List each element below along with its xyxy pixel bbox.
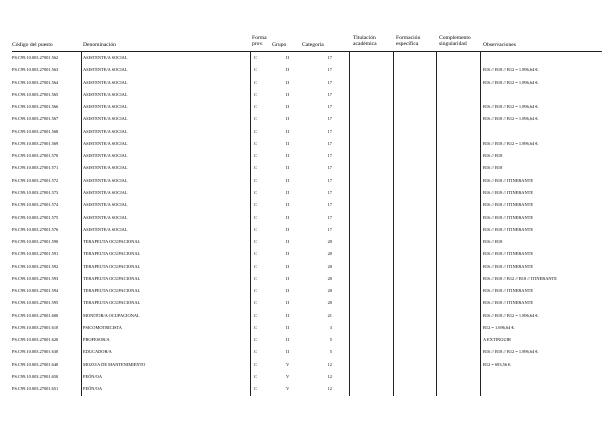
row-forma: C [254, 140, 257, 146]
row-observaciones: B16 // B18 // B12 = 1.896,64 €. [483, 349, 539, 355]
row-denominacion: EDUCADOR/A [83, 349, 112, 355]
row-observaciones: B16 // B18 // B12 = 1.896,64 €. [483, 116, 539, 122]
row-observaciones: B16 // B18 // B12 = 1.896,64 €. [483, 312, 539, 318]
row-forma: C [254, 337, 257, 343]
row-categoria: 17 [327, 226, 332, 232]
table-row [0, 383, 615, 395]
row-observaciones: B12 = 1.696,64 €. [483, 324, 515, 330]
row-codigo: PS.C99.10.003.27001.562 [12, 55, 59, 60]
row-forma: C [254, 275, 257, 281]
row-categoria: 20 [327, 239, 332, 245]
table-row [0, 273, 615, 285]
row-grupo: II [286, 153, 289, 159]
row-forma: C [254, 116, 257, 122]
row-grupo: V [286, 386, 290, 392]
row-categoria: 21 [327, 312, 332, 318]
row-denominacion: PEÓN/OA [83, 386, 103, 392]
table-row [0, 89, 615, 101]
row-forma: C [254, 67, 257, 73]
table-row [0, 199, 615, 211]
row-categoria: 20 [327, 263, 332, 269]
row-grupo: II [286, 324, 289, 330]
table-row [0, 346, 615, 358]
row-grupo: II [286, 91, 289, 97]
row-codigo: PS.C99.10.003.27001.570 [12, 153, 59, 159]
row-categoria: 17 [327, 91, 332, 97]
row-grupo: II [286, 251, 289, 257]
row-denominacion: ASISTENTE/A SOCIAL [83, 140, 128, 146]
row-forma: C [254, 386, 257, 392]
row-denominacion: ASISTENTE/A SOCIAL [83, 116, 128, 122]
row-observaciones: B16 // B18 // B12 = 1.896,64 €. [483, 79, 539, 85]
row-codigo: PS.C99.10.003.27001.595 [12, 300, 59, 306]
row-observaciones: B16 // B18 // ITINERANTE [483, 288, 534, 294]
row-observaciones: B16 // B18 // ITINERANTE [483, 202, 534, 208]
row-observaciones: B16 // B18 [483, 239, 503, 245]
table-row [0, 138, 615, 150]
table-row [0, 101, 615, 113]
header-formacion-line1: Formación [396, 35, 421, 41]
header-observaciones: Observaciones [483, 42, 516, 48]
row-denominacion: ASISTENTE/A SOCIAL [83, 104, 128, 110]
row-grupo: V [286, 361, 290, 367]
row-categoria: 20 [327, 300, 332, 306]
row-grupo: II [286, 104, 289, 110]
row-denominacion: ASISTENTE/A SOCIAL [83, 128, 128, 134]
row-denominacion: PSICOMOTRICISTA [83, 324, 122, 330]
row-grupo: II [286, 79, 289, 85]
table-row [0, 236, 615, 248]
row-categoria: 17 [327, 214, 332, 220]
row-denominacion: TERAPEUTA OCUPACIONAL [83, 263, 141, 269]
row-observaciones: B16 // B18 // ITINERANTE [483, 251, 534, 257]
table-row [0, 224, 615, 236]
header-forma-line1: Forma [252, 35, 267, 41]
row-observaciones: B16 // B18 // B12 = 1.896,64 €. [483, 67, 539, 73]
row-codigo: PS.C99.10.003.27001.650 [12, 374, 59, 380]
row-denominacion: ASISTENTE/A SOCIAL [83, 177, 128, 183]
table-row [0, 77, 615, 89]
row-codigo: PS.C99.10.003.27001.567 [12, 116, 59, 122]
row-categoria: 5 [329, 349, 332, 355]
row-grupo: II [286, 140, 289, 146]
row-codigo: PS.C99.10.003.27001.564 [12, 79, 59, 85]
row-grupo: II [286, 55, 289, 60]
row-codigo: PS.C99.10.003.27001.594 [12, 288, 59, 294]
row-codigo: PS.C99.10.003.27001.563 [12, 67, 59, 73]
row-forma: C [254, 300, 257, 306]
row-observaciones: B16 // B18 // ITINERANTE [483, 189, 534, 195]
row-codigo: PS.C99.10.003.27001.569 [12, 140, 59, 146]
row-observaciones: B16 // B18 // ITINERANTE [483, 177, 534, 183]
row-denominacion: TERAPEUTA OCUPACIONAL [83, 239, 141, 245]
row-forma: C [254, 226, 257, 232]
row-denominacion: ASISTENTE/A SOCIAL [83, 91, 128, 97]
row-denominacion: ASISTENTE/A SOCIAL [83, 55, 128, 60]
row-codigo: PS.C99.10.003.27001.591 [12, 251, 59, 257]
row-grupo: II [286, 177, 289, 183]
header-denominacion: Denominación [83, 42, 116, 48]
table-row [0, 359, 615, 371]
row-codigo: PS.C99.10.003.27001.572 [12, 177, 59, 183]
table-row [0, 310, 615, 322]
row-codigo: PS.C99.10.003.27001.640 [12, 361, 59, 367]
row-forma: C [254, 251, 257, 257]
table-row [0, 162, 615, 174]
row-codigo: PS.C99.10.003.27001.590 [12, 239, 59, 245]
row-denominacion: ASISTENTE/A SOCIAL [83, 153, 128, 159]
row-grupo: II [286, 226, 289, 232]
row-categoria: 17 [327, 104, 332, 110]
row-grupo: II [286, 349, 289, 355]
row-forma: C [254, 104, 257, 110]
header-forma [252, 35, 267, 48]
row-codigo: PS.C99.10.003.27001.651 [12, 386, 59, 392]
row-categoria: 17 [327, 128, 332, 134]
row-denominacion: PROFESOR/A [83, 337, 110, 343]
header-formacion [396, 35, 420, 48]
row-categoria: 17 [327, 116, 332, 122]
row-grupo: II [286, 214, 289, 220]
row-categoria: 3 [329, 324, 332, 330]
table-row [0, 52, 615, 64]
row-grupo: II [286, 312, 289, 318]
row-categoria: 17 [327, 140, 332, 146]
row-grupo: II [286, 202, 289, 208]
row-grupo: V [286, 374, 290, 380]
row-denominacion: TERAPEUTA OCUPACIONAL [83, 300, 141, 306]
row-codigo: PS.C99.10.003.27001.610 [12, 324, 59, 330]
row-observaciones: B16 // B18 // ITINERANTE [483, 214, 534, 220]
row-forma: C [254, 361, 257, 367]
row-grupo: II [286, 128, 289, 134]
row-grupo: II [286, 189, 289, 195]
row-observaciones: B16 // B18 // ITINERANTE [483, 263, 534, 269]
row-denominacion: PEÓN/OA [83, 374, 103, 380]
header-grupo: Grupo [272, 42, 287, 48]
row-codigo: PS.C99.10.003.27001.565 [12, 91, 59, 97]
row-codigo: PS.C99.10.003.27001.571 [12, 165, 59, 171]
row-forma: C [254, 374, 257, 380]
row-categoria: 20 [327, 251, 332, 257]
row-categoria: 17 [327, 177, 332, 183]
row-denominacion: TERAPEUTA OCUPACIONAL [83, 288, 141, 294]
row-codigo: PS.C99.10.003.27001.620 [12, 337, 59, 343]
row-observaciones: B16 // B18 // B12 = 1.896,64 €. [483, 104, 539, 110]
row-denominacion: ASISTENTE/A SOCIAL [83, 214, 128, 220]
row-denominacion: ASISTENTE/A SOCIAL [83, 189, 128, 195]
table-row [0, 285, 615, 297]
row-grupo: II [286, 275, 289, 281]
row-forma: C [254, 153, 257, 159]
row-forma: C [254, 177, 257, 183]
header-complemento-line2: singularidad [439, 41, 467, 48]
table-row [0, 261, 615, 273]
row-forma: C [254, 189, 257, 195]
row-grupo: II [286, 300, 289, 306]
row-categoria: 12 [327, 361, 332, 367]
table-row [0, 126, 615, 138]
row-codigo: PS.C99.10.003.27001.630 [12, 349, 59, 355]
row-denominacion: ASISTENTE/A SOCIAL [83, 67, 128, 73]
row-denominacion: TERAPEUTA OCUPACIONAL [83, 275, 141, 281]
row-codigo: PS.C99.10.003.27001.566 [12, 104, 59, 110]
row-forma: C [254, 79, 257, 85]
row-observaciones: B16 // B18 // ITINERANTE [483, 226, 534, 232]
row-grupo: II [286, 263, 289, 269]
header-formacion-line2: específica [396, 41, 419, 48]
row-forma: C [254, 288, 257, 294]
row-observaciones: A EXTINGUIR [483, 337, 511, 343]
row-categoria: 20 [327, 275, 332, 281]
row-codigo: PS.C99.10.003.27001.568 [12, 128, 59, 134]
row-categoria: 17 [327, 153, 332, 159]
row-grupo: II [286, 239, 289, 245]
row-denominacion: TERAPEUTA OCUPACIONAL [83, 251, 141, 257]
row-forma: C [254, 55, 257, 60]
row-categoria: 20 [327, 288, 332, 294]
table-row [0, 322, 615, 334]
row-codigo: PS.C99.10.003.27001.575 [12, 214, 59, 220]
header-categoria: Categoría [302, 42, 324, 48]
table-row [0, 371, 615, 383]
row-codigo: PS.C99.10.003.27001.576 [12, 226, 59, 232]
row-categoria: 17 [327, 67, 332, 73]
row-categoria: 12 [327, 374, 332, 380]
table-row [0, 64, 615, 76]
table-row [0, 297, 615, 309]
row-forma: C [254, 324, 257, 330]
row-categoria: 17 [327, 202, 332, 208]
table-row [0, 248, 615, 260]
row-denominacion: MONITOR/A OCUPACIONAL [83, 312, 140, 318]
row-categoria: 17 [327, 189, 332, 195]
row-observaciones: B16 // B18 // B12 // B18 // ITINERANTE [483, 275, 557, 281]
table-row [0, 187, 615, 199]
header-codigo: Código del puesto [12, 42, 53, 48]
table-row [0, 175, 615, 187]
table-row [0, 334, 615, 346]
row-forma: C [254, 312, 257, 318]
row-forma: C [254, 263, 257, 269]
row-forma: C [254, 202, 257, 208]
row-categoria: 17 [327, 165, 332, 171]
row-observaciones: B16 // B18 // ITINERANTE [483, 300, 534, 306]
row-forma: C [254, 349, 257, 355]
row-denominacion: ASISTENTE/A SOCIAL [83, 226, 128, 232]
row-categoria: 12 [327, 386, 332, 392]
row-categoria: 17 [327, 79, 332, 85]
table-row [0, 113, 615, 125]
header-titulacion [353, 35, 377, 48]
header-forma-line2: prov. [252, 41, 264, 48]
row-forma: C [254, 239, 257, 245]
row-denominacion: ASISTENTE/A SOCIAL [83, 202, 128, 208]
row-grupo: II [286, 165, 289, 171]
row-observaciones: B16 // B18 [483, 153, 503, 159]
row-observaciones: B16 // B18 [483, 165, 503, 171]
header-complemento-line1: Complemento [439, 35, 471, 41]
row-grupo: II [286, 337, 289, 343]
row-forma: C [254, 165, 257, 171]
row-categoria: 17 [327, 55, 332, 60]
header-titulacion-line1: Titulación [353, 35, 376, 41]
row-categoria: 5 [329, 337, 332, 343]
header-complemento [439, 35, 471, 48]
row-codigo: PS.C99.10.003.27001.592 [12, 263, 59, 269]
row-grupo: II [286, 288, 289, 294]
row-observaciones: B12 = 693,56 €. [483, 361, 512, 367]
row-denominacion: MOZO/A DE MANTENIMIENTO [83, 361, 146, 367]
row-forma: C [254, 214, 257, 220]
row-denominacion: ASISTENTE/A SOCIAL [83, 165, 128, 171]
row-denominacion: ASISTENTE/A SOCIAL [83, 79, 128, 85]
table-row [0, 150, 615, 162]
table-row [0, 212, 615, 224]
row-forma: C [254, 128, 257, 134]
row-codigo: PS.C99.10.003.27001.600 [12, 312, 59, 318]
row-codigo: PS.C99.10.003.27001.574 [12, 202, 59, 208]
row-forma: C [254, 91, 257, 97]
row-grupo: II [286, 116, 289, 122]
header-titulacion-line2: académica [353, 41, 377, 48]
row-codigo: PS.C99.10.003.27001.573 [12, 189, 59, 195]
row-codigo: PS.C99.10.003.27001.593 [12, 275, 59, 281]
row-observaciones: B16 // B18 // B12 = 1.896,64 €. [483, 140, 539, 146]
row-grupo: II [286, 67, 289, 73]
